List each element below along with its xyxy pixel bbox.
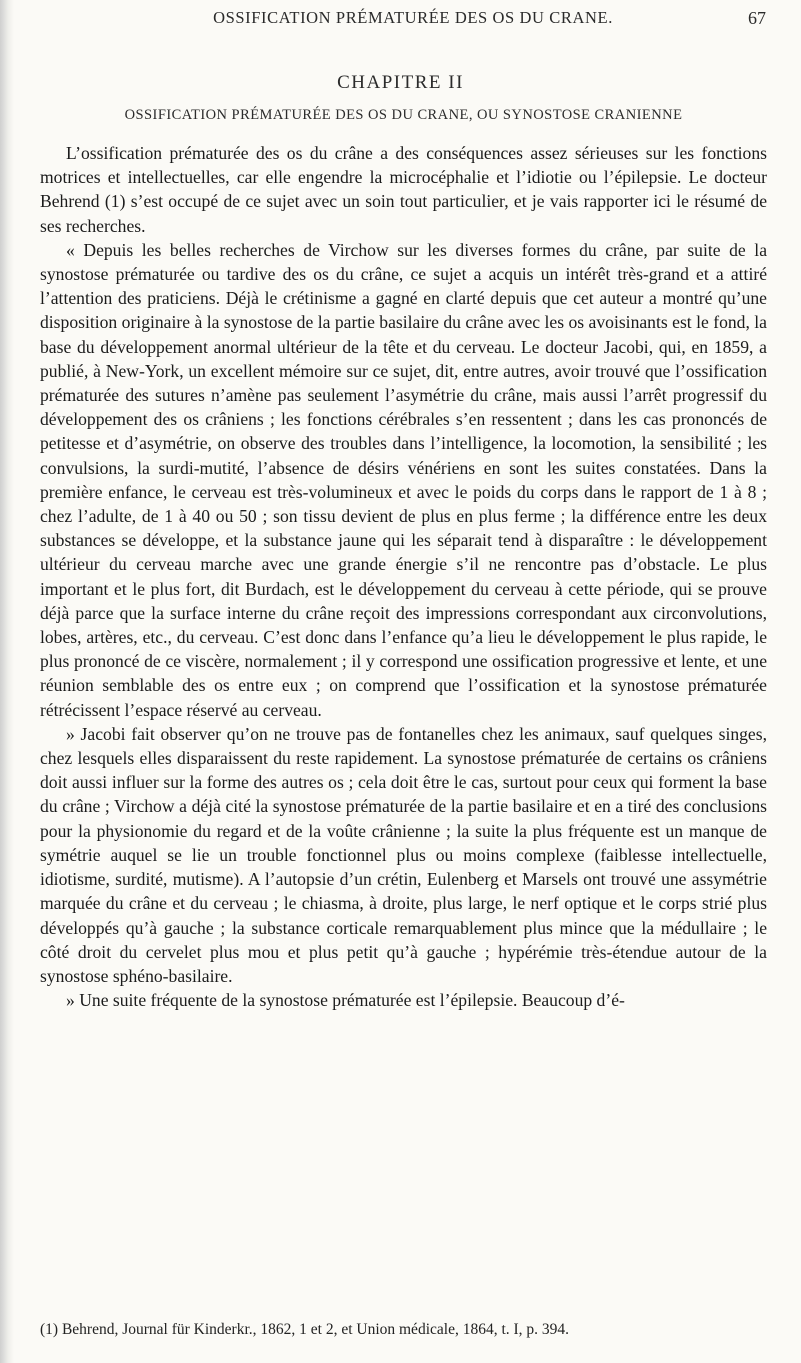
paragraph: » Jacobi fait observer qu’on ne trouve pas de fontanelles chez les animaux, sauf quelques singes, chez lesquels elles disparaissent du reste rapidement. La synostose prématurée de certains os crâniens doit aussi influer sur la forme des autres os ; cela doit être le cas, surtout pour ceux qui forment la base du crâne ; Virchow a déjà cité la synostose prématurée de la partie basilaire et en a tiré des conclusions pour la physionomie du regard et de la voûte crânienne ; la suite la plus fréquente est un manque de symétrie auquel se lie un trouble fonctionnel plus ou moins complexe (faiblesse intellectuelle, idiotisme, surdité, mutisme). A l’autopsie d’un crétin, Eulenberg et Marsels ont trouvé une assymétrie marquée du crâne et du cerveau ; le chiasma, à droite, plus large, le nerf optique et le corps strié plus développés qu’à gauche ; la substance corticale remarquablement plus mince que la médullaire ; le côté droit du cervelet plus mou et plus petit qu’à gauche ; hypérémie très-étendue autour de la synostose sphéno-basilaire. <box>40 723 767 986</box>
footnote: (1) Behrend, Journal für Kinderkr., 1862, 1 et 2, et Union médicale, 1864, t. I, p. 394. <box>40 1321 570 1338</box>
paragraph: L’ossification prématurée des os du crâne a des conséquences assez sérieuses sur les fonctions motrices et intellectuelles, car elle engendre la microcéphalie et l’idiotie ou l’épilepsie. Le docteur Behrend (1) s’est occupé de ce sujet avec un soin tout particulier, et je vais rapporter ici le résumé de ses recherches. <box>40 143 767 236</box>
chapter-subtitle: OSSIFICATION PRÉMATURÉE DES OS DU CRANE, OU SYNOSTOSE CRANIENNE <box>124 107 683 123</box>
body-text <box>40 141 767 1012</box>
chapter-title: CHAPITRE II <box>337 72 464 93</box>
running-header <box>60 8 766 36</box>
page-gutter-shadow <box>0 0 14 1363</box>
paragraph: « Depuis les belles recherches de Virchow sur les diverses formes du crâne, par suite de la synostose prématurée ou tardive des os du crâne, ce sujet a acquis un intérêt très-grand et a attiré l’attention des praticiens. Déjà le crétinisme a gagné en clarté depuis que cet auteur a montré qu’une disposition originaire à la synostose de la partie basilaire du crâne avec les os avoisinants est le fond, la base du développement anormal ultérieur de la tête et du cerveau. Le docteur Jacobi, qui, en 1859, a publié, à New-York, un excellent mémoire sur ce sujet, dit, entre autres, avoir trouvé que l’ossification prématurée des sutures n’amène pas seulement l’asymétrie du crâne, mais aussi l’arrêt progressif du développement des os crâniens ; les fonctions cérébrales s’en ressentent ; dans les cas prononcés de petitesse et d’asymétrie, on observe des troubles dans l’intelligence, la locomotion, la sensibilité ; les convulsions, la surdi-mutité, l’absence de désirs vénériens en sont les suites constatées. Dans la première enfance, le cerveau est très-volumineux et avec le poids du corps dans le rapport de 1 à 8 ; chez l’adulte, de 1 à 40 ou 50 ; son tissu devient de plus en plus ferme ; la différence entre les deux substances se développe, et la substance jaune qui les séparait tend à disparaître : le développement ultérieur du cerveau marche avec une grande énergie s’il ne rencontre pas d’obstacle. Le plus important et le plus fort, dit Burdach, est le développement du cerveau à cette période, qui se prouve déjà parce que la surface interne du crâne reçoit des impressions correspondant aux circonvolutions, lobes, artères, etc., du cerveau. C’est donc dans l’enfance qu’a lieu le développement le plus rapide, le plus prononcé de ce viscère, normalement ; il y correspond une ossification progressive et lente, et une réunion semblable des os entre eux ; on comprend que l’ossification et la synostose prématurée rétrécissent l’espace réservé au cerveau. <box>40 239 767 720</box>
running-title: OSSIFICATION PRÉMATURÉE DES OS DU CRANE. <box>213 8 613 27</box>
paragraph: » Une suite fréquente de la synostose prématurée est l’épilepsie. Beaucoup d’é- <box>66 990 625 1011</box>
page-number: 67 <box>748 8 766 28</box>
